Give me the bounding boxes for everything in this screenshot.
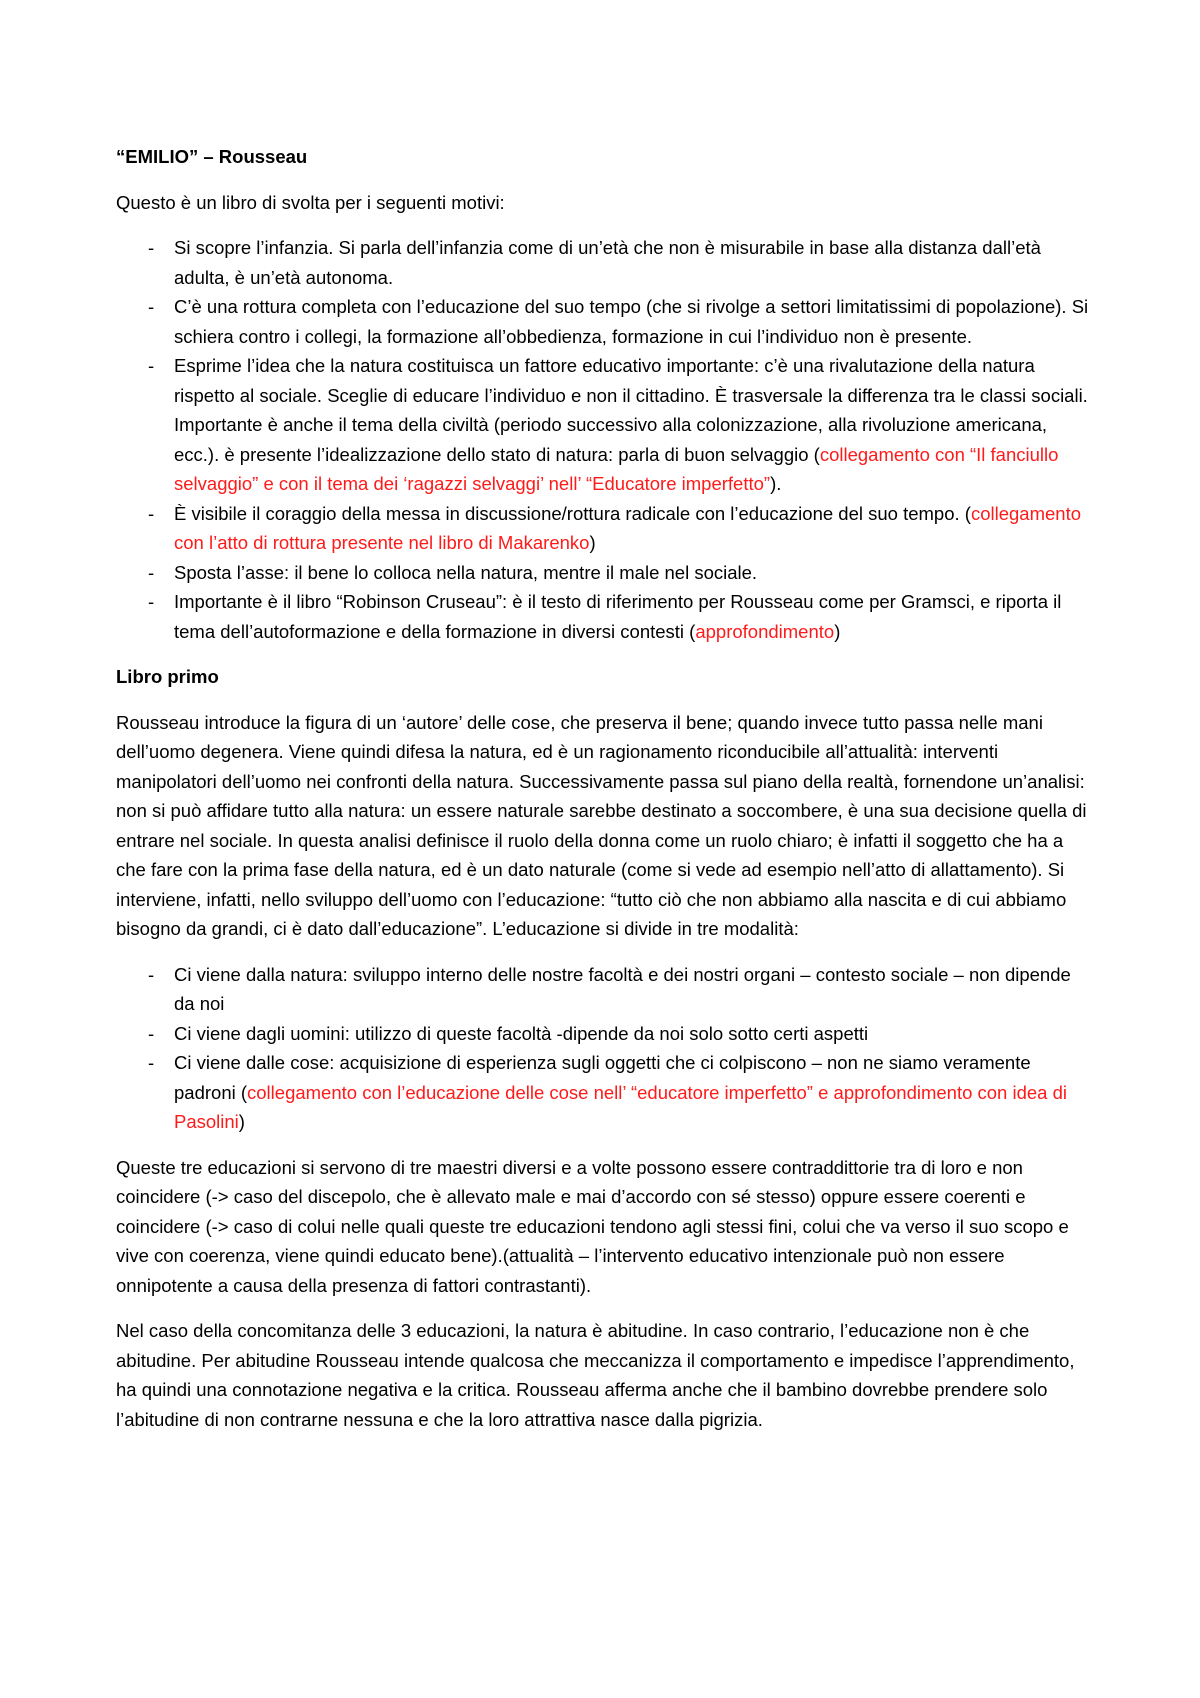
- list-item: [116, 351, 1092, 499]
- red-note: collegamento con “Il fanciullo selvaggio” e con il tema dei ‘ragazzi selvaggi’ nell’ “Educatore imperfetto”: [174, 443, 1059, 494]
- list-item: [116, 499, 1092, 558]
- list-item: [116, 1048, 1092, 1137]
- modes-list: [116, 960, 1092, 1137]
- red-note: approfondimento: [695, 620, 835, 642]
- list-item-tail: ): [238, 1111, 245, 1132]
- list-item-text: Esprime l’idea che la natura costituisca un fattore educativo importante: c’è una rivalutazione della natura rispetto al sociale. Sceglie di educare l’individuo e non il cittadino. È trasversale la differenza tra le classi sociali. Importante è anche il tema della civiltà (periodo successivo alla colonizzazione, alla rivoluzione americana, ecc.). è presente l’idealizzazione dello stato di natura: parla di buon selvaggio (: [174, 355, 1088, 465]
- section-heading: Libro primo: [116, 666, 219, 687]
- body-paragraph: Queste tre educazioni si servono di tre maestri diversi e a volte possono essere contraddittorie tra di loro e non coincidere (-> caso del discepolo, che è allevato male e mai d’accordo con sé stesso) oppure essere coerenti e coincidere (-> caso di colui nelle quali queste tre educazioni tendono agli stessi fini, colui che va verso il suo scopo e vive con coerenza, viene quindi educato bene).(attualità – l’intervento educativo intenzionale può non essere onnipotente a causa della presenza di fattori contrastanti).: [116, 1156, 1069, 1296]
- list-item-text: È visibile il coraggio della messa in discussione/rottura radicale con l’educazione del suo tempo. (: [174, 502, 971, 524]
- list-item-text: Ci viene dalla natura: sviluppo interno delle nostre facoltà e dei nostri organi – contesto sociale – non dipende da noi: [174, 963, 1071, 1014]
- list-item: [116, 292, 1092, 351]
- list-item-text: C’è una rottura completa con l’educazione del suo tempo (che si rivolge a settori limitatissimi di popolazione). Si schiera contro i collegi, la formazione all’obbedienza, formazione in cui l’individuo non è presente.: [174, 296, 1089, 347]
- section-paragraph: Rousseau introduce la figura di un ‘autore’ delle cose, che preserva il bene; quando invece tutto passa nelle mani dell’uomo degenera. Viene quindi difesa la natura, ed è un ragionamento riconducibile all’attualità: interventi manipolatori dell’uomo nei confronti della natura. Successivamente passa sul piano della realtà, fornendone un’analisi: non si può affidare tutto alla natura: un essere naturale sarebbe destinato a soccombere, è una sua decisione quella di entrare nel sociale. In questa analisi definisce il ruolo della donna come un ruolo chiaro; è infatti il soggetto che ha a che fare con la prima fase della natura, ed è un dato naturale (come si vede ad esempio nell’atto di allattamento). Si interviene, infatti, nello sviluppo dell’uomo con l’educazione: “tutto ciò che non abbiamo alla nascita e di cui abbiamo bisogno da grandi, ci è dato dall’educazione”. L’educazione si divide in tre modalità:: [116, 711, 1087, 939]
- list-item-tail: ): [834, 620, 841, 642]
- list-item: [116, 587, 1092, 646]
- red-note: collegamento con l’atto di rottura presente nel libro di Makarenko: [174, 502, 1081, 553]
- body-paragraph: Nel caso della concomitanza delle 3 educazioni, la natura è abitudine. In caso contrario, l’educazione non è che abitudine. Per abitudine Rousseau intende qualcosa che meccanizza il comportamento e impedisce l’apprendimento, ha quindi una connotazione negativa e la critica. Rousseau afferma anche che il bambino dovrebbe prendere solo l’abitudine di non contrarne nessuna e che la loro attrattiva nasce dalla pigrizia.: [116, 1320, 1075, 1430]
- list-item: [116, 558, 1092, 588]
- list-item-tail: ).: [770, 473, 782, 494]
- list-item-tail: ): [589, 532, 596, 553]
- list-item-text: Sposta l’asse: il bene lo colloca nella natura, mentre il male nel sociale.: [174, 561, 758, 583]
- list-item: [116, 1019, 1092, 1049]
- reasons-list: [116, 233, 1092, 646]
- list-item-text: Importante è il libro “Robinson Cruseau”: è il testo di riferimento per Rousseau come per Gramsci, e riporta il tema dell’autoformazione e della formazione in diversi contesti (: [174, 591, 1062, 642]
- list-item-text: Ci viene dalle cose: acquisizione di esperienza sugli oggetti che ci colpiscono – non ne siamo veramente padroni (: [174, 1052, 1031, 1103]
- red-note: collegamento con l’educazione delle cose nell’ “educatore imperfetto” e approfondimento con idea di Pasolini: [174, 1081, 1068, 1132]
- intro-paragraph: Questo è un libro di svolta per i seguenti motivi:: [116, 191, 505, 213]
- list-item-text: Si scopre l’infanzia. Si parla dell’infanzia come di un’età che non è misurabile in base alla distanza dall’età adulta, è un’età autonoma.: [174, 237, 1041, 288]
- list-item-text: Ci viene dagli uomini: utilizzo di queste facoltà -dipende da noi solo sotto certi aspetti: [174, 1022, 869, 1044]
- document-title: “EMILIO” – Rousseau: [116, 146, 308, 167]
- list-item: [116, 233, 1092, 292]
- list-item: [116, 960, 1092, 1019]
